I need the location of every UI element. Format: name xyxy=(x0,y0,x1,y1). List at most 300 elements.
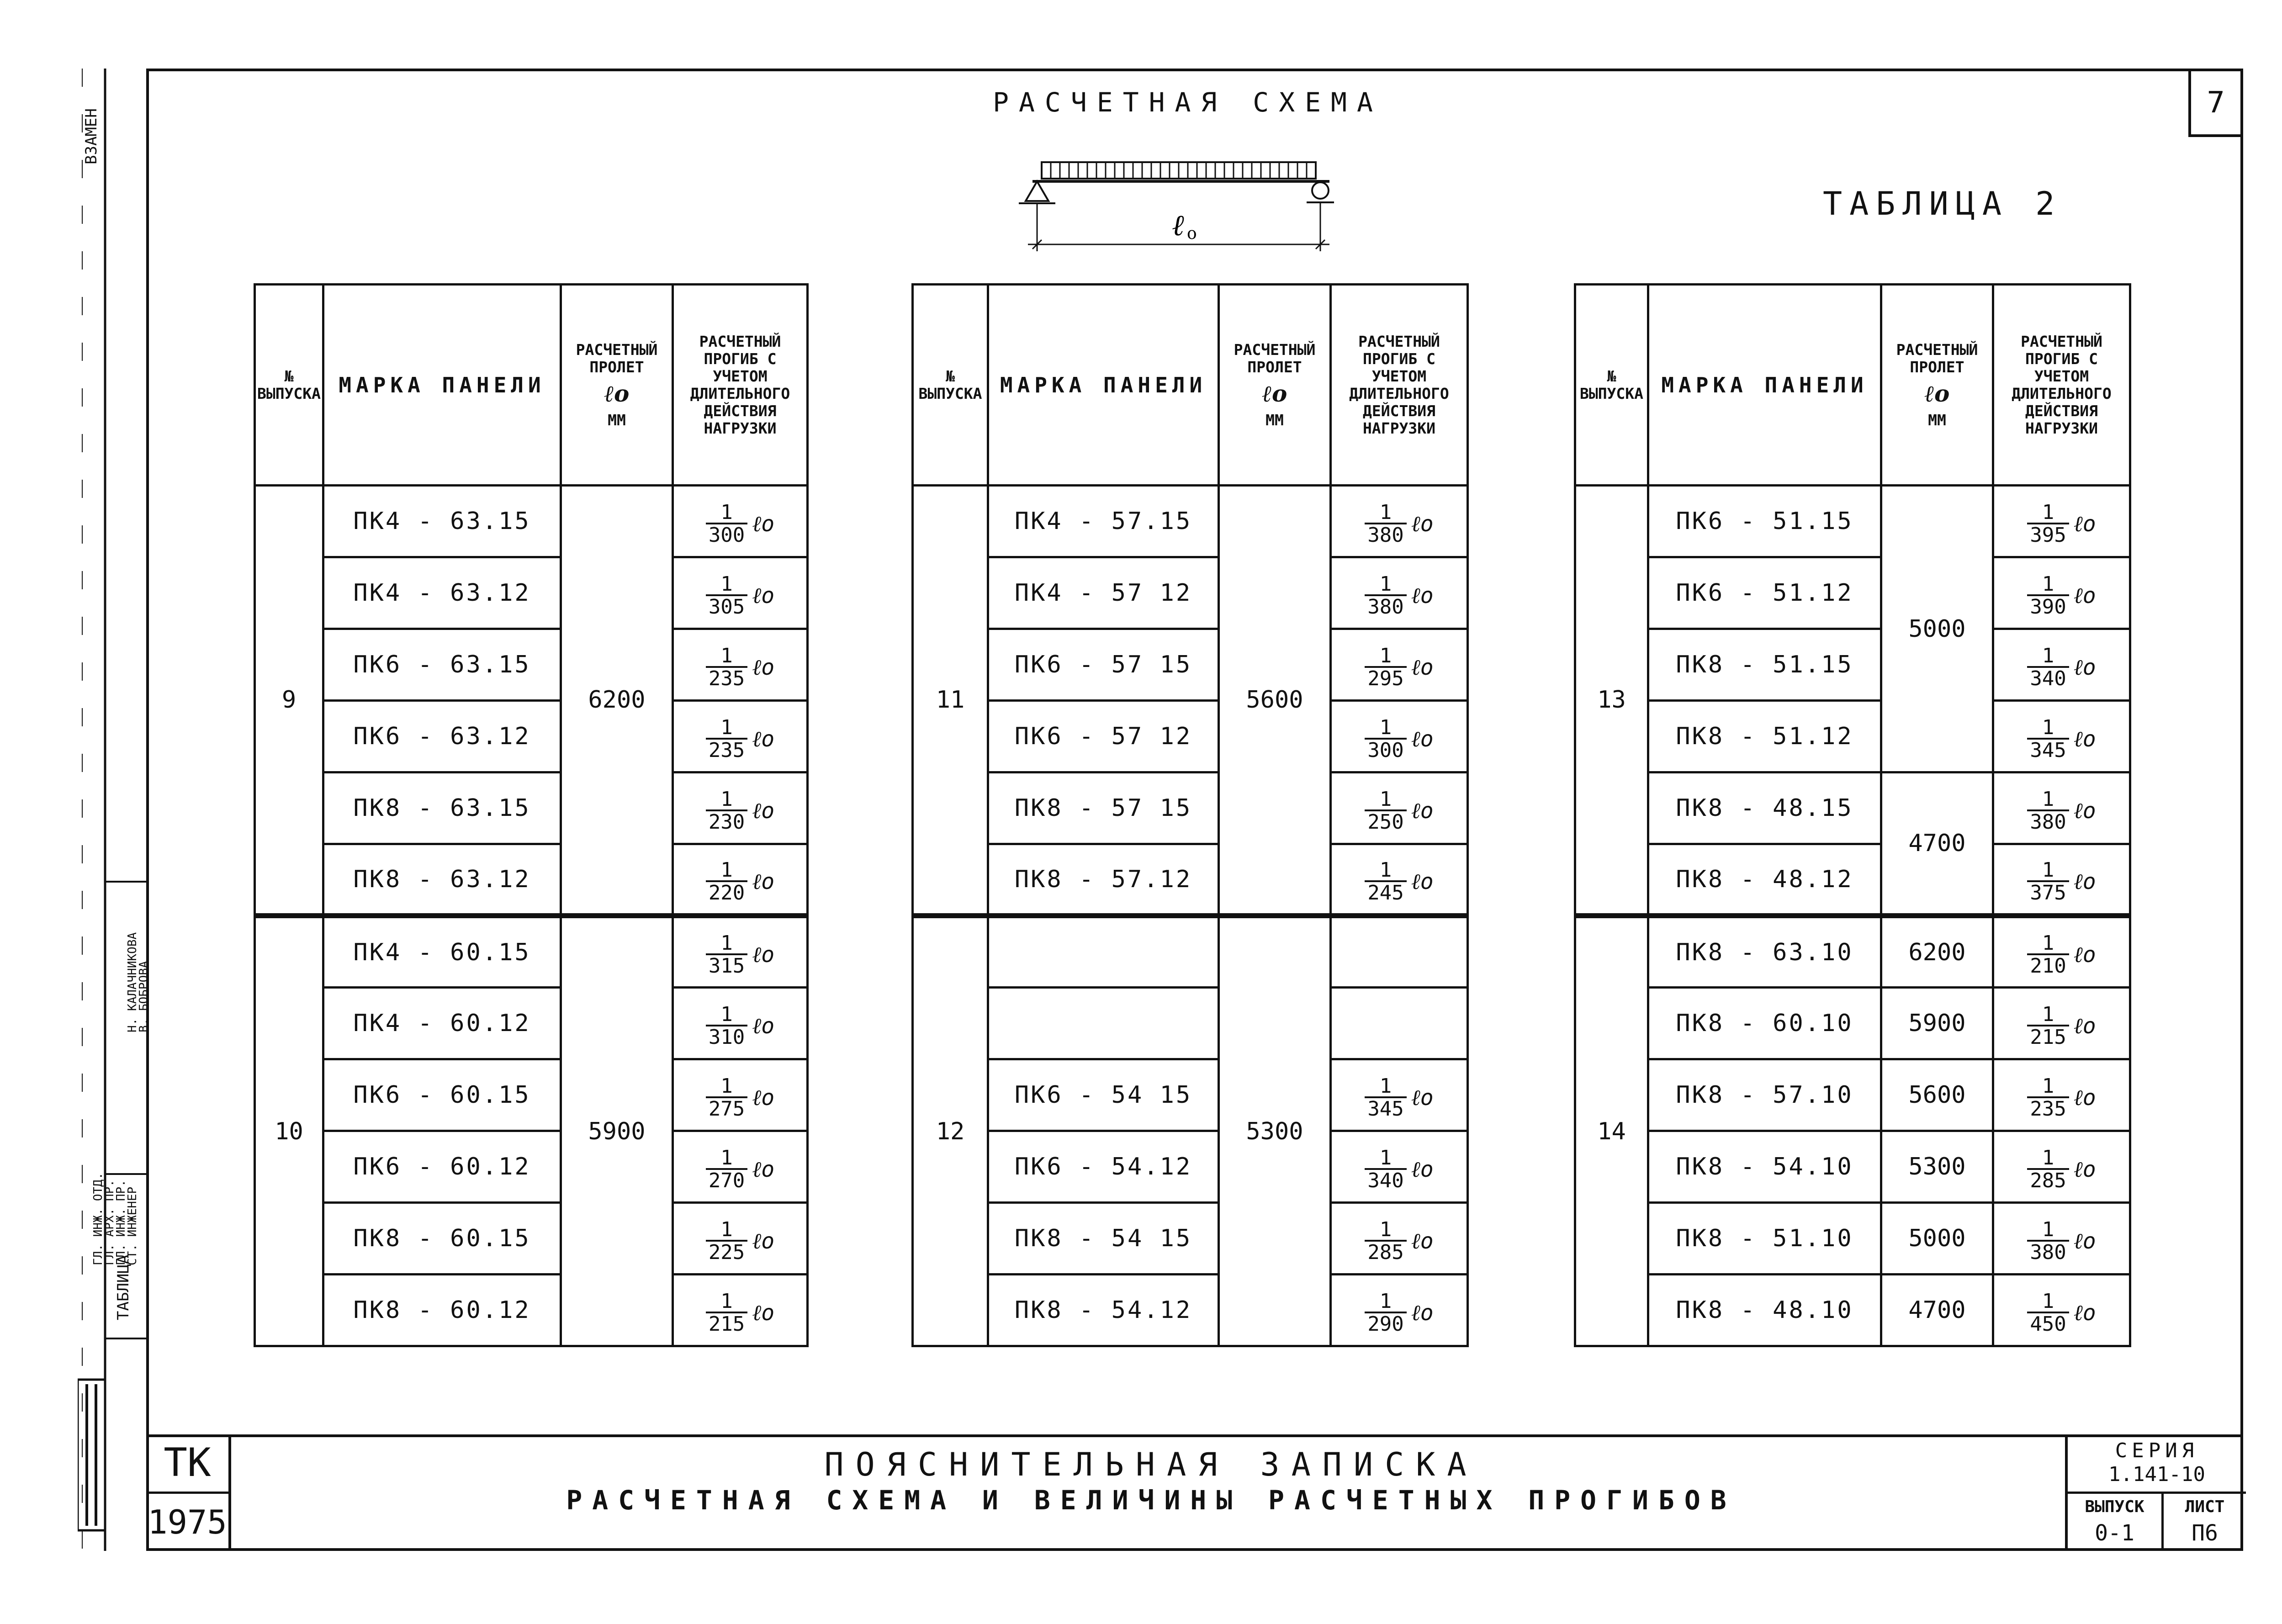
deflection-cell xyxy=(673,1203,808,1275)
fraction-denominator: 235 xyxy=(2027,1096,2069,1119)
fraction-denominator: 285 xyxy=(1365,1240,1406,1263)
col-header-deflection: РАСЧЕТНЫЙ ПРОГИБ С УЧЕТОМ ДЛИТЕЛЬНОГО ДЕЙСТВИЯ НАГРУЗКИ xyxy=(1993,285,2130,486)
table-row xyxy=(913,916,1468,988)
roller-support xyxy=(1307,182,1334,202)
table-row xyxy=(1575,844,2130,916)
fraction-numerator: 1 xyxy=(720,500,733,524)
table-row xyxy=(255,1059,808,1131)
panel-mark-cell: ПК8 - 54 15 xyxy=(988,1203,1219,1275)
span-cell: 5900 xyxy=(1881,988,1993,1059)
span-symbol: ℓо xyxy=(752,1013,775,1039)
span-header-text: РАСЧЕТНЫЙ ПРОЛЕТ xyxy=(1234,340,1316,376)
fraction-numerator: 1 xyxy=(720,1002,733,1026)
span-cell: 5600 xyxy=(1219,486,1331,916)
issue-cell: 13 xyxy=(1575,486,1648,916)
span-symbol: ℓо xyxy=(1411,1156,1434,1182)
span-cell: 5900 xyxy=(561,916,673,1346)
span-cell: 5300 xyxy=(1219,916,1331,1346)
fraction-numerator: 1 xyxy=(2042,1002,2054,1026)
fraction-numerator: 1 xyxy=(2042,1146,2054,1169)
panel-mark-cell: ПК8 - 60.15 xyxy=(323,1203,561,1275)
deflection-cell xyxy=(1331,844,1468,916)
fraction-denominator: 290 xyxy=(1365,1312,1406,1334)
span-symbol: ℓо xyxy=(2073,1013,2096,1039)
deflection-fraction xyxy=(706,715,775,762)
deflection-fraction xyxy=(706,646,774,689)
fraction-numerator: 1 xyxy=(720,931,733,955)
span-symbol: ℓо xyxy=(2073,582,2096,608)
table-row xyxy=(255,1131,808,1203)
span-symbol: ℓо xyxy=(752,869,775,894)
span-cell: 5300 xyxy=(1881,1131,1993,1203)
fraction-numerator: 1 xyxy=(2042,1074,2054,1098)
fraction-denominator: 375 xyxy=(2027,880,2069,903)
span-symbol: ℓо xyxy=(2073,1084,2096,1111)
table-row xyxy=(913,557,1468,629)
deflection-fraction xyxy=(706,789,774,832)
panel-mark-cell: ПК8 - 51.15 xyxy=(1648,629,1881,701)
role-2: ГЛ. АРХ. ПР. xyxy=(103,1180,116,1265)
fraction-denominator: 340 xyxy=(1365,1168,1406,1191)
deflection-cell xyxy=(1993,772,2130,844)
fraction-denominator: 395 xyxy=(2027,523,2069,545)
signatory-name-1: Н. КАЛАЧНИКОВА xyxy=(126,932,139,1032)
deflection-fraction xyxy=(2027,1148,2096,1191)
deflection-cell xyxy=(1331,1059,1468,1131)
fraction-denominator: 310 xyxy=(706,1025,747,1047)
fraction-denominator: 235 xyxy=(706,738,747,761)
panel-mark-cell: ПК6 - 60.15 xyxy=(323,1059,561,1131)
deflection-cell xyxy=(673,629,808,701)
fraction-numerator: 1 xyxy=(1379,1146,1392,1169)
deflection-fraction xyxy=(706,1291,774,1334)
panel-mark-cell: ПК8 - 54.10 xyxy=(1648,1131,1881,1203)
series-block xyxy=(2065,1434,2246,1551)
issue-cell: 12 xyxy=(913,916,988,1346)
table-header-row xyxy=(255,285,808,486)
scheme-heading: РАСЧЕТНАЯ СХЕМА xyxy=(993,87,1383,118)
span-header-unit: ММ xyxy=(1928,411,1946,429)
span-symbol: ℓо xyxy=(1411,1228,1434,1254)
col-header-span xyxy=(561,285,673,486)
deflection-cell xyxy=(1331,1275,1468,1346)
table-row xyxy=(913,844,1468,916)
span-symbol: ℓо xyxy=(2073,1156,2096,1182)
fraction-numerator: 1 xyxy=(720,1074,733,1098)
panel-mark-cell: ПК4 - 60.15 xyxy=(323,916,561,988)
span-cell: 6200 xyxy=(561,486,673,916)
span-symbol: ℓо xyxy=(752,1300,775,1326)
panel-mark-cell: ПК4 - 57.15 xyxy=(988,486,1219,557)
span-symbol: ℓо xyxy=(752,798,775,824)
table-row xyxy=(1575,1059,2130,1131)
table-header-row xyxy=(913,285,1468,486)
span-symbol: ℓо xyxy=(1411,1300,1434,1326)
table-row xyxy=(255,486,808,557)
span-symbol: ℓо xyxy=(1411,798,1434,824)
table-row xyxy=(255,844,808,916)
fraction-denominator: 250 xyxy=(1365,809,1406,832)
span-symbol: ℓо xyxy=(752,654,775,680)
deflection-cell xyxy=(1993,557,2130,629)
span-symbol: ℓо xyxy=(2073,726,2096,752)
span-symbol: ℓо xyxy=(1411,582,1434,608)
fraction-numerator: 1 xyxy=(2042,931,2054,955)
span-cell: 4700 xyxy=(1881,772,1993,916)
table-row xyxy=(255,916,808,988)
span-header-text: РАСЧЕТНЫЙ ПРОЛЕТ xyxy=(1896,340,1978,376)
panel-mark-cell: ПК6 - 63.15 xyxy=(323,629,561,701)
table-label: ТАБЛИЦА 2 xyxy=(1823,185,2062,222)
table-row xyxy=(255,629,808,701)
fraction-denominator: 345 xyxy=(1365,1096,1406,1119)
span-symbol: ℓо xyxy=(2073,511,2096,537)
distributed-load xyxy=(1042,162,1316,179)
fraction-denominator: 380 xyxy=(2027,809,2069,832)
sheet-number-box xyxy=(2188,69,2243,137)
document-subtitle: РАСЧЕТНАЯ СХЕМА И ВЕЛИЧИНЫ РАСЧЕТНЫХ ПРОГИБОВ xyxy=(566,1485,1737,1516)
table-row xyxy=(913,1059,1468,1131)
col-header-issue: № ВЫПУСКА xyxy=(255,285,323,486)
deflection-fraction xyxy=(2027,1002,2096,1049)
deflection-cell xyxy=(1331,988,1468,1059)
deflection-fraction xyxy=(2027,1291,2096,1334)
deflection-cell xyxy=(1993,1275,2130,1346)
table-row xyxy=(1575,988,2130,1059)
deflection-cell xyxy=(673,701,808,772)
span-header-symbol: ℓо xyxy=(1262,380,1287,407)
deflection-fraction xyxy=(1365,1148,1433,1191)
table-row xyxy=(1575,486,2130,557)
fraction-denominator: 215 xyxy=(2027,1025,2069,1047)
fraction-numerator: 1 xyxy=(1379,500,1392,524)
sheet-label: ЛИСТ xyxy=(2185,1497,2225,1516)
title-block-divider xyxy=(146,1434,2243,1437)
panel-mark-cell: ПК6 - 54.12 xyxy=(988,1131,1219,1203)
table-row xyxy=(913,701,1468,772)
title-block xyxy=(146,1434,2243,1551)
fraction-numerator: 1 xyxy=(720,715,733,739)
fraction-numerator: 1 xyxy=(2042,500,2054,524)
fraction-numerator: 1 xyxy=(720,858,733,882)
deflection-cell xyxy=(1331,916,1468,988)
fraction-denominator: 305 xyxy=(706,594,747,617)
deflection-fraction xyxy=(1365,789,1433,832)
deflection-cell xyxy=(673,1275,808,1346)
panel-mark-cell: ПК8 - 57 15 xyxy=(988,772,1219,844)
table-row xyxy=(913,1275,1468,1346)
col-header-deflection: РАСЧЕТНЫЙ ПРОГИБ С УЧЕТОМ ДЛИТЕЛЬНОГО ДЕЙСТВИЯ НАГРУЗКИ xyxy=(1331,285,1468,486)
span-symbol: ℓо xyxy=(752,942,775,968)
col-header-mark: МАРКА ПАНЕЛИ xyxy=(988,285,1219,486)
deflection-cell xyxy=(673,988,808,1059)
fraction-numerator: 1 xyxy=(720,572,733,596)
panel-mark-cell: ПК6 - 57 12 xyxy=(988,701,1219,772)
deflection-cell xyxy=(673,1131,808,1203)
table-header-row xyxy=(1575,285,2130,486)
panel-mark-cell: ПК8 - 54.12 xyxy=(988,1275,1219,1346)
panel-mark-cell: ПК8 - 48.12 xyxy=(1648,844,1881,916)
issue-cell: 11 xyxy=(913,486,988,916)
series-label: СЕРИЯ xyxy=(2115,1439,2199,1462)
table-row xyxy=(913,988,1468,1059)
deflection-fraction xyxy=(1365,860,1433,903)
panel-mark-cell: ПК8 - 57.10 xyxy=(1648,1059,1881,1131)
fraction-denominator: 315 xyxy=(706,953,747,976)
span-subscript: о xyxy=(1187,224,1197,243)
deflection-table-issues-9-10 xyxy=(254,283,809,1347)
span-cell: 6200 xyxy=(1881,916,1993,988)
role-1: ГЛ. ИНЖ. ОТД. xyxy=(91,1172,105,1265)
role-3: ГЛ. ИНЖ. ПР. xyxy=(114,1180,128,1265)
span-cell: 4700 xyxy=(1881,1275,1993,1346)
panel-mark-cell: ПК6 - 51.15 xyxy=(1648,486,1881,557)
panel-mark-cell: ПК8 - 48.15 xyxy=(1648,772,1881,844)
deflection-fraction xyxy=(1365,1217,1434,1264)
deflection-fraction xyxy=(2027,789,2096,832)
sheet-number: 7 xyxy=(2206,86,2225,120)
table-row xyxy=(1575,629,2130,701)
deflection-fraction xyxy=(2027,933,2096,976)
fraction-numerator: 1 xyxy=(2042,715,2054,739)
fraction-numerator: 1 xyxy=(720,787,733,811)
deflection-fraction xyxy=(1365,500,1434,547)
fraction-denominator: 285 xyxy=(2027,1168,2069,1191)
span-symbol: ℓо xyxy=(752,511,775,537)
span-header-unit: ММ xyxy=(1265,411,1284,429)
col-header-issue: № ВЫПУСКА xyxy=(913,285,988,486)
span-header-symbol: ℓо xyxy=(1924,380,1950,407)
span-symbol: ℓо xyxy=(2073,654,2096,680)
col-header-mark: МАРКА ПАНЕЛИ xyxy=(1648,285,1881,486)
fraction-denominator: 215 xyxy=(706,1312,747,1334)
table-row xyxy=(1575,1275,2130,1346)
deflection-fraction xyxy=(706,933,774,976)
fraction-numerator: 1 xyxy=(2042,1289,2054,1313)
fraction-numerator: 1 xyxy=(720,1146,733,1169)
deflection-fraction xyxy=(1365,1291,1433,1334)
deflection-cell xyxy=(1993,844,2130,916)
panel-mark-cell: ПК8 - 63.15 xyxy=(323,772,561,844)
fraction-numerator: 1 xyxy=(720,1217,733,1241)
deflection-cell xyxy=(1993,701,2130,772)
deflection-fraction xyxy=(1365,574,1433,617)
table-row xyxy=(1575,916,2130,988)
deflection-cell xyxy=(1993,1131,2130,1203)
deflection-cell xyxy=(1331,1203,1468,1275)
org-code: ТК xyxy=(146,1434,228,1494)
panel-mark-cell: ПК6 - 60.12 xyxy=(323,1131,561,1203)
panel-mark-cell: ПК8 - 63.12 xyxy=(323,844,561,916)
deflection-cell xyxy=(1331,486,1468,557)
panel-mark-cell: ПК8 - 51.10 xyxy=(1648,1203,1881,1275)
span-symbol: ℓо xyxy=(752,1228,775,1254)
span-symbol: ℓо xyxy=(1411,869,1434,894)
series-value: 1.141-10 xyxy=(2108,1463,2205,1486)
panel-mark-cell xyxy=(988,988,1219,1059)
deflection-fraction xyxy=(2027,574,2096,617)
sheet-value: П6 xyxy=(2192,1520,2218,1546)
side-table-label: ТАБЛИЦА xyxy=(114,1254,132,1320)
col-header-mark: МАРКА ПАНЕЛИ xyxy=(323,285,561,486)
deflection-cell xyxy=(1993,1203,2130,1275)
table-row xyxy=(913,1131,1468,1203)
deflection-cell xyxy=(673,916,808,988)
deflection-fraction xyxy=(706,1076,774,1119)
table-row xyxy=(1575,772,2130,844)
table-row xyxy=(255,701,808,772)
panel-mark-cell: ПК8 - 63.10 xyxy=(1648,916,1881,988)
panel-mark-cell: ПК8 - 51.12 xyxy=(1648,701,1881,772)
panel-mark-cell: ПК8 - 60.12 xyxy=(323,1275,561,1346)
issue-label: ВЫПУСК xyxy=(2085,1497,2144,1516)
panel-mark-cell: ПК8 - 60.10 xyxy=(1648,988,1881,1059)
span-symbol: ℓо xyxy=(2073,869,2096,894)
table-row xyxy=(1575,1203,2130,1275)
fraction-denominator: 390 xyxy=(2027,594,2069,617)
span-symbol: ℓо xyxy=(752,582,775,608)
fraction-numerator: 1 xyxy=(1379,1289,1392,1313)
panel-mark-cell: ПК6 - 54 15 xyxy=(988,1059,1219,1131)
table-row xyxy=(913,1203,1468,1275)
deflection-cell xyxy=(1993,1059,2130,1131)
fraction-numerator: 1 xyxy=(2042,787,2054,811)
deflection-fraction xyxy=(706,1217,775,1264)
fraction-denominator: 235 xyxy=(706,666,747,689)
fraction-numerator: 1 xyxy=(1379,715,1392,739)
span-symbol: ℓо xyxy=(2073,1228,2096,1254)
deflection-fraction xyxy=(706,1002,775,1049)
span-symbol: ℓо xyxy=(752,726,775,752)
deflection-fraction xyxy=(706,1148,774,1191)
deflection-cell xyxy=(1993,486,2130,557)
fraction-denominator: 220 xyxy=(706,880,747,903)
fraction-numerator: 1 xyxy=(1379,1074,1392,1098)
deflection-cell xyxy=(1331,629,1468,701)
signatory-name-2: В. БОБРОВА xyxy=(137,961,151,1032)
span-header-unit: ММ xyxy=(608,411,626,429)
span-symbol: ℓо xyxy=(2073,942,2096,968)
fraction-numerator: 1 xyxy=(1379,787,1392,811)
panel-mark-cell xyxy=(988,916,1219,988)
panel-mark-cell: ПК6 - 57 15 xyxy=(988,629,1219,701)
fraction-numerator: 1 xyxy=(1379,858,1392,882)
span-cell: 5600 xyxy=(1881,1059,1993,1131)
beam-scheme-diagram xyxy=(1019,153,1339,263)
fraction-denominator: 345 xyxy=(2027,738,2069,761)
col-header-span xyxy=(1219,285,1331,486)
panel-mark-cell: ПК4 - 60.12 xyxy=(323,988,561,1059)
table-row xyxy=(255,1203,808,1275)
span-symbol: ℓо xyxy=(1411,654,1434,680)
fraction-denominator: 270 xyxy=(706,1168,747,1191)
issue-cell: 9 xyxy=(255,486,323,916)
replace-label: ВЗАМЕН xyxy=(82,108,101,164)
span-symbol: ℓо xyxy=(2073,798,2096,824)
fraction-numerator: 1 xyxy=(1379,1217,1392,1241)
panel-mark-cell: ПК6 - 51.12 xyxy=(1648,557,1881,629)
side-stamp-strip xyxy=(78,69,146,1551)
deflection-fraction xyxy=(2027,860,2096,903)
span-symbol: ℓо xyxy=(752,1084,775,1111)
table-row xyxy=(1575,1131,2130,1203)
deflection-fraction xyxy=(706,500,775,547)
deflection-cell xyxy=(1331,1131,1468,1203)
table-row xyxy=(913,629,1468,701)
fraction-denominator: 295 xyxy=(1365,666,1406,689)
deflection-cell xyxy=(673,844,808,916)
fraction-numerator: 1 xyxy=(2042,572,2054,596)
deflection-cell xyxy=(1331,701,1468,772)
deflection-fraction xyxy=(706,860,774,903)
col-header-issue: № ВЫПУСКА xyxy=(1575,285,1648,486)
span-symbol: ℓо xyxy=(2073,1300,2096,1326)
deflection-cell xyxy=(673,772,808,844)
fraction-denominator: 275 xyxy=(706,1096,747,1119)
fraction-numerator: 1 xyxy=(2042,1217,2054,1241)
fraction-numerator: 1 xyxy=(2042,858,2054,882)
fraction-denominator: 245 xyxy=(1365,880,1406,903)
table-row xyxy=(913,772,1468,844)
fraction-denominator: 340 xyxy=(2027,666,2069,689)
deflection-fraction xyxy=(2027,1217,2096,1264)
issue-value: 0-1 xyxy=(2095,1520,2134,1546)
panel-mark-cell: ПК4 - 63.15 xyxy=(323,486,561,557)
deflection-fraction xyxy=(2027,500,2096,547)
span-symbol: ℓо xyxy=(1411,1084,1434,1111)
deflection-fraction xyxy=(1365,646,1433,689)
span-symbol: ℓо xyxy=(1411,726,1434,752)
span-cell: 5000 xyxy=(1881,1203,1993,1275)
deflection-fraction xyxy=(2027,1076,2096,1119)
span-header-symbol: ℓо xyxy=(604,380,630,407)
table-row xyxy=(255,1275,808,1346)
deflection-cell xyxy=(673,1059,808,1131)
table-row xyxy=(255,557,808,629)
fraction-denominator: 380 xyxy=(2027,1240,2069,1263)
panel-mark-cell: ПК6 - 63.12 xyxy=(323,701,561,772)
fraction-numerator: 1 xyxy=(2042,644,2054,667)
fraction-denominator: 225 xyxy=(706,1240,747,1263)
deflection-cell xyxy=(1993,988,2130,1059)
fraction-denominator: 210 xyxy=(2027,953,2069,976)
deflection-cell xyxy=(1993,916,2130,988)
panel-mark-cell: ПК8 - 57.12 xyxy=(988,844,1219,916)
deflection-cell xyxy=(673,486,808,557)
deflection-table-issues-11-12 xyxy=(911,283,1469,1347)
panel-mark-cell: ПК4 - 57 12 xyxy=(988,557,1219,629)
document-title: ПОЯСНИТЕЛЬНАЯ ЗАПИСКА xyxy=(824,1446,1478,1483)
deflection-fraction xyxy=(2027,646,2096,689)
deflection-fraction xyxy=(2027,715,2096,762)
fraction-numerator: 1 xyxy=(1379,572,1392,596)
fraction-numerator: 1 xyxy=(720,644,733,667)
fraction-denominator: 380 xyxy=(1365,594,1406,617)
pinned-support xyxy=(1019,181,1055,203)
deflection-table-issues-13-14 xyxy=(1574,283,2131,1347)
deflection-cell xyxy=(673,557,808,629)
org-year: 1975 xyxy=(148,1503,227,1541)
panel-mark-cell: ПК8 - 48.10 xyxy=(1648,1275,1881,1346)
issue-cell: 10 xyxy=(255,916,323,1346)
col-header-span xyxy=(1881,285,1993,486)
deflection-cell xyxy=(1331,772,1468,844)
issue-cell: 14 xyxy=(1575,916,1648,1346)
fraction-denominator: 450 xyxy=(2027,1312,2069,1334)
fraction-denominator: 300 xyxy=(1365,738,1406,761)
fraction-denominator: 300 xyxy=(706,523,747,545)
table-row xyxy=(1575,557,2130,629)
